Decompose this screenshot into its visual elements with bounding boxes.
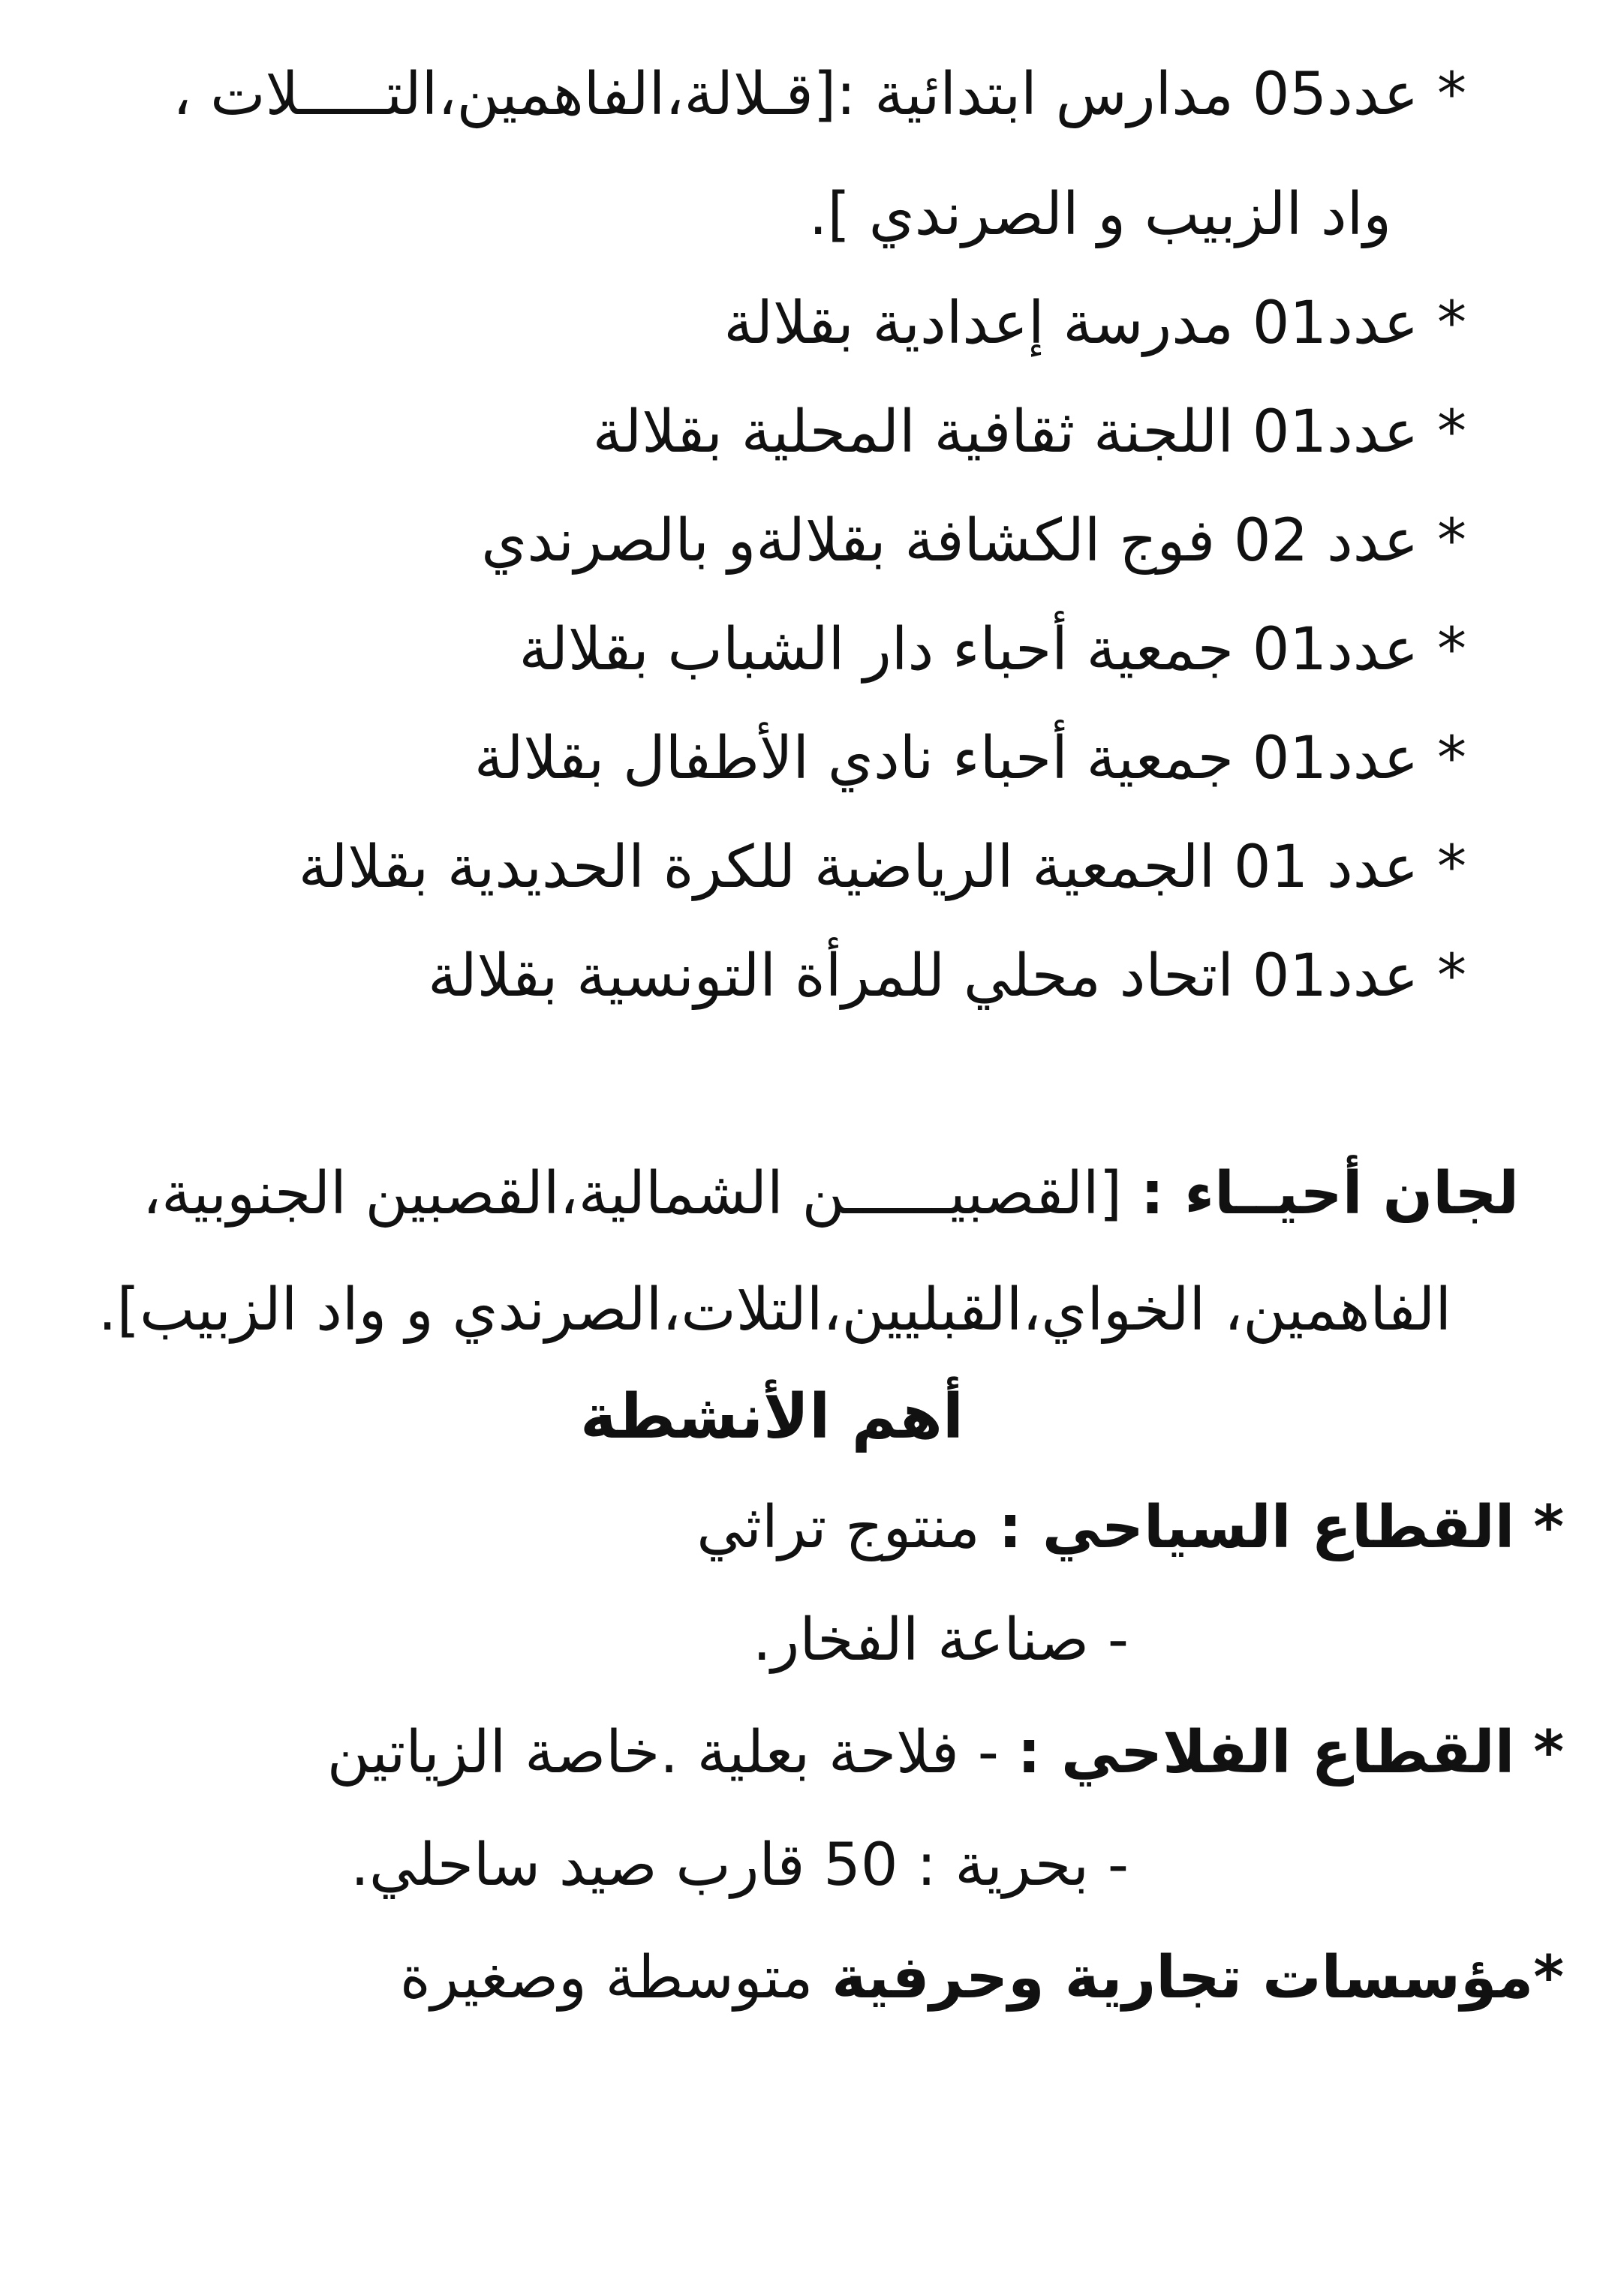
tourism-item: - صناعة الفخار. (752, 1606, 1129, 1674)
institution-line-1: * عدد05 مدارس ابتدائية :[قـلالة،الفاهمين،التـــــلات ، (173, 61, 1466, 128)
enterprise-line (400, 1943, 1564, 2014)
tourism-line (696, 1493, 1564, 1564)
committees-line-1 (143, 1159, 1519, 1230)
committees-line-2: الفاهمين، الخواي،القبليين،التلات،الصرندي و واد الزبيب]. (98, 1276, 1451, 1344)
agriculture-item: - بحرية : 50 قارب صيد ساحلي. (350, 1832, 1129, 1899)
tourism-label: القطاع السياحي : (998, 1494, 1515, 1561)
committees-list-1: [القصبيــــــن الشمالية،القصبين الجنوبية، (142, 1160, 1123, 1228)
agriculture-line (327, 1718, 1564, 1789)
enterprise-label: مؤسسات تجارية وحرفية (832, 1944, 1534, 2012)
enterprise-value: متوسطة وصغيرة (399, 1944, 814, 2012)
agriculture-star: * (1533, 1719, 1564, 1787)
tourism-value: منتوج تراثي (696, 1494, 980, 1561)
agriculture-value: - فلاحة بعلية .خاصة الزياتين (326, 1719, 999, 1787)
institution-line-8: * عدد01 اتحاد محلي للمرأة التونسية بقلالة (428, 942, 1466, 1010)
enterprise-star: * (1533, 1944, 1564, 2012)
tourism-star: * (1533, 1494, 1564, 1561)
institution-line-1-cont: واد الزبيب و الصرندي ]. (808, 181, 1391, 248)
committees-label: لجان أحيــاء : (1140, 1160, 1519, 1228)
institution-line-3: * عدد01 اللجنة ثقافية المحلية بقلالة (592, 398, 1466, 466)
institution-line-6: * عدد01 جمعية أحباء نادي الأطفال بقلالة (474, 725, 1466, 792)
activities-title: أهم الأنشطة (580, 1381, 964, 1453)
institution-line-5: * عدد01 جمعية أحباء دار الشباب بقلالة (519, 616, 1466, 684)
institution-line-7: * عدد 01 الجمعية الرياضية للكرة الحديدية بقلالة (298, 834, 1466, 901)
institution-line-4: * عدد 02 فوج الكشافة بقلالةو بالصرندي (481, 507, 1466, 575)
institution-line-2: * عدد01 مدرسة إعدادية بقلالة (723, 290, 1466, 357)
agriculture-label: القطاع الفلاحي : (1017, 1719, 1515, 1787)
